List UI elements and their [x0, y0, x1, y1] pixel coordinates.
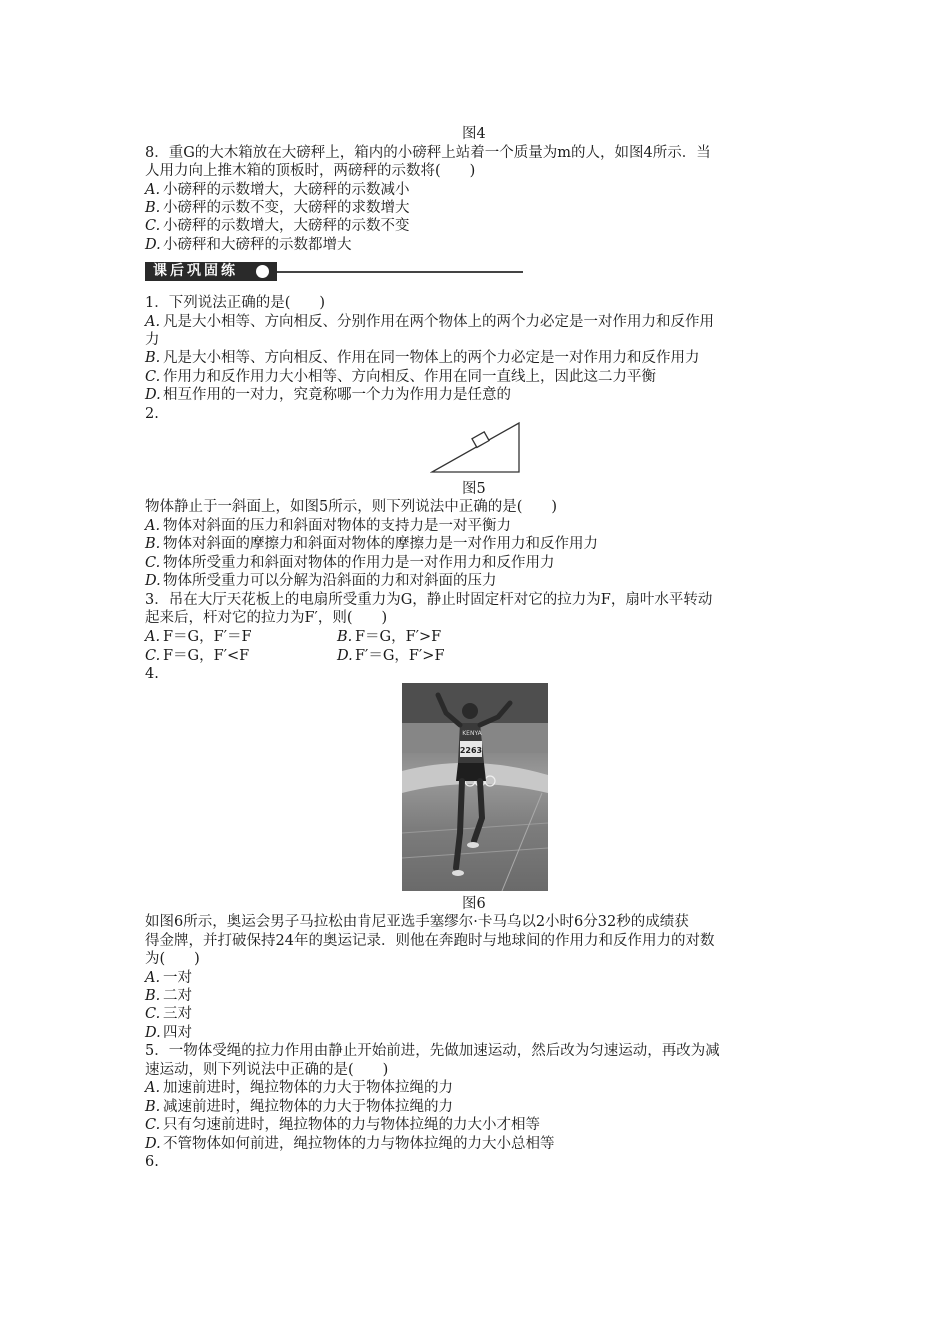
q8-option-c: C. 小磅秤的示数增大，大磅秤的示数不变: [145, 218, 410, 234]
section-divider: [277, 271, 523, 273]
q5-option-a: A. 加速前进时，绳拉物体的力大于物体拉绳的力: [145, 1080, 453, 1096]
q2-number: 2.: [145, 406, 159, 422]
q5-option-c: C. 只有匀速前进时，绳拉物体的力与物体拉绳的力大小才相等: [145, 1117, 540, 1133]
q5-option-d: D. 不管物体如何前进，绳拉物体的力与物体拉绳的力大小总相等: [145, 1136, 555, 1152]
q2-option-c: C. 物体所受重力和斜面对物体的作用力是一对作用力和反作用力: [145, 555, 555, 571]
q1-option-b: B. 凡是大小相等、方向相反、作用在同一物体上的两个力必定是一对作用力和反作用力: [145, 350, 700, 366]
q4-stem-line1: 如图6所示，奥运会男子马拉松由肯尼亚选手塞缪尔·卡马乌以2小时6分32秒的成绩获: [145, 914, 689, 930]
figure-5-caption: 图5: [462, 481, 486, 497]
q5-option-b: B. 减速前进时，绳拉物体的力大于物体拉绳的力: [145, 1099, 453, 1115]
block-on-incline: [472, 432, 489, 448]
q3-option-d: D. F′＝G，F′>F: [337, 648, 445, 664]
q1-stem: 1．下列说法正确的是( ): [145, 295, 326, 311]
q6-number: 6.: [145, 1154, 159, 1170]
q3-option-c: C. F＝G，F′<F: [145, 648, 250, 664]
incline-triangle: [432, 423, 519, 472]
q3-stem-line2: 起来后，杆对它的拉力为F′，则( ): [145, 610, 388, 626]
q3-stem-line1: 3．吊在大厅天花板上的电扇所受重力为G，静止时固定杆对它的拉力为F，扇叶水平转动: [145, 592, 713, 608]
q4-option-d: D. 四对: [145, 1025, 192, 1041]
q4-stem-line3: 为( ): [145, 951, 200, 967]
q8-option-a: A. 小磅秤的示数增大，大磅秤的示数减小: [145, 182, 410, 198]
q2-option-b: B. 物体对斜面的摩擦力和斜面对物体的摩擦力是一对作用力和反作用力: [145, 536, 598, 552]
svg-text:2263: 2263: [459, 746, 483, 755]
q1-option-a: A. 凡是大小相等、方向相反、分别作用在两个物体上的两个力必定是一对作用力和反作用: [145, 314, 714, 330]
q4-option-b: B. 二对: [145, 988, 192, 1004]
q5-stem-line1: 5．一物体受绳的拉力作用由静止开始前进，先做加速运动，然后改为匀速运动，再改为减: [145, 1043, 720, 1059]
figure-6-caption: 图6: [462, 896, 486, 912]
marathon-runner-photo: [402, 683, 548, 891]
q5-stem-line2: 速运动，则下列说法中正确的是( ): [145, 1062, 389, 1078]
section-banner: 课后巩固练: [145, 262, 277, 281]
figure-4-caption: 图4: [462, 126, 486, 142]
q4-option-c: C. 三对: [145, 1006, 192, 1022]
incline-figure: [430, 421, 522, 475]
banner-dot-icon: [256, 265, 269, 278]
q1-option-d: D. 相互作用的一对力，究竟称哪一个力为作用力是任意的: [145, 387, 511, 403]
q3-option-a: A. F＝G，F′＝F: [145, 629, 252, 645]
q2-option-d: D. 物体所受重力可以分解为沿斜面的力和对斜面的压力: [145, 573, 497, 589]
q8-option-d: D. 小磅秤和大磅秤的示数都增大: [145, 237, 352, 253]
q3-option-b: B. F＝G，F′>F: [337, 629, 442, 645]
q4-option-a: A. 一对: [145, 970, 192, 986]
q1-option-c: C. 作用力和反作用力大小相等、方向相反、作用在同一直线上，因此这二力平衡: [145, 369, 656, 385]
q2-stem: 物体静止于一斜面上，如图5所示，则下列说法中正确的是( ): [145, 499, 558, 515]
q8-option-b: B. 小磅秤的示数不变，大磅秤的求数增大: [145, 200, 410, 216]
svg-text:KENYA: KENYA: [462, 730, 482, 737]
q8-stem-line2: 人用力向上推木箱的顶板时，两磅秤的示数将( ): [145, 163, 476, 179]
q2-option-a: A. 物体对斜面的压力和斜面对物体的支持力是一对平衡力: [145, 518, 511, 534]
q4-number: 4.: [145, 666, 159, 682]
q8-stem-line1: 8．重G的大木箱放在大磅秤上，箱内的小磅秤上站着一个质量为m的人，如图4所示．当: [145, 145, 711, 161]
q1-option-a-cont: 力: [145, 332, 160, 348]
q4-stem-line2: 得金牌，并打破保持24年的奥运记录．则他在奔跑时与地球间的作用力和反作用力的对数: [145, 933, 715, 949]
